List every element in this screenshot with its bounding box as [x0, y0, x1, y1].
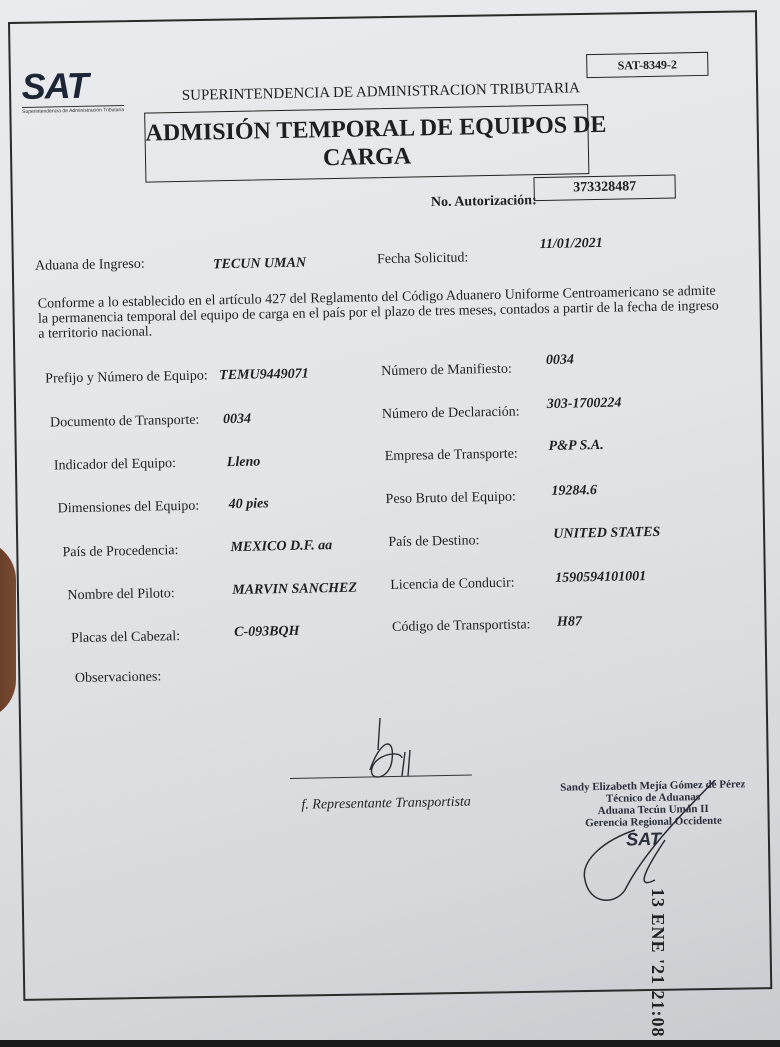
placas-label: Placas del Cabezal:: [71, 629, 181, 647]
manifiesto-label: Número de Manifiesto:: [381, 361, 512, 380]
authorization-number: 373328487: [533, 174, 675, 201]
prefijo-label: Prefijo y Número de Equipo:: [45, 368, 208, 387]
date-stamp: 13 ENE '21 21:08: [648, 888, 668, 1038]
empresa-label: Empresa de Transporte:: [384, 446, 518, 465]
transportista-signature: [350, 710, 430, 790]
piloto-label: Nombre del Piloto:: [67, 586, 175, 604]
sat-logo-text: SAT: [21, 64, 89, 107]
piloto-value: MARVIN SANCHEZ: [232, 580, 358, 599]
peso-label: Peso Bruto del Equipo:: [385, 489, 517, 508]
stamp-sat-logo: SAT: [625, 828, 662, 850]
dimensiones-value: 40 pies: [228, 496, 269, 513]
sat-logo: [21, 64, 125, 115]
procedencia-label: País de Procedencia:: [62, 543, 179, 561]
legal-paragraph: Conforme a lo establecido en el artículo 427 del Reglamento del Código Aduanero Uniforme Centroamericano se admite la permanencia temporal del equipo de carga en el país por el plazo de tres meses, contados a partir de la fecha de ingreso a territorio nacional.: [37, 283, 719, 342]
transportista-caption: f. Representante Transportista: [301, 794, 472, 813]
stamp-role: Técnico de Aduanas: [605, 791, 701, 805]
stamp-office: Aduana Tecún Umán II: [597, 802, 709, 818]
peso-value: 19284.6: [551, 483, 598, 499]
stamp-region: Gerencia Regional Occidente: [585, 814, 722, 830]
dimensiones-label: Dimensiones del Equipo:: [57, 498, 200, 517]
destino-value: UNITED STATES: [553, 524, 661, 542]
agency-name: SUPERINTENDENCIA DE ADMINISTRACION TRIBUTARIA: [181, 80, 581, 104]
manifiesto-value: 0034: [545, 352, 575, 368]
prefijo-value: TEMU9449071: [219, 366, 309, 384]
empresa-value: P&P S.A.: [548, 437, 604, 454]
form-title: [144, 104, 607, 183]
destino-label: País de Destino:: [388, 533, 480, 551]
aduana-label: Aduana de Ingreso:: [34, 256, 145, 274]
codigo-label: Código de Transportista:: [391, 617, 531, 635]
placas-value: C-093BQH: [233, 623, 300, 641]
aduana-value: TECUN UMAN: [212, 255, 307, 273]
fecha-label: Fecha Solicitud:: [376, 250, 469, 268]
observaciones-label: Observaciones:: [74, 669, 162, 687]
documento-label: Documento de Transporte:: [49, 412, 200, 431]
procedencia-value: MEXICO D.F. aa: [230, 538, 333, 556]
declaracion-value: 303-1700224: [546, 395, 622, 412]
licencia-value: 1590594101001: [555, 569, 647, 586]
fecha-value: 11/01/2021: [539, 235, 603, 253]
authorization-label: No. Autorización:: [430, 193, 537, 211]
indicador-label: Indicador del Equipo:: [53, 456, 177, 474]
form-title-line1: ADMISIÓN TEMPORAL DE EQUIPOS DE: [145, 111, 607, 147]
codigo-value: H87: [556, 614, 583, 630]
sat-logo-subtitle: Superintendencia de Administración Tributaria: [22, 107, 125, 115]
stamp-name: Sandy Elizabeth Mejía Gómez de Pérez: [560, 778, 746, 794]
licencia-label: Licencia de Conducir:: [390, 575, 515, 594]
documento-value: 0034: [222, 411, 252, 428]
declaracion-label: Número de Declaración:: [381, 404, 520, 423]
indicador-value: Lleno: [226, 454, 261, 471]
form-code: SAT-8349-2: [586, 52, 708, 78]
form-title-line2: CARGA: [322, 143, 412, 172]
